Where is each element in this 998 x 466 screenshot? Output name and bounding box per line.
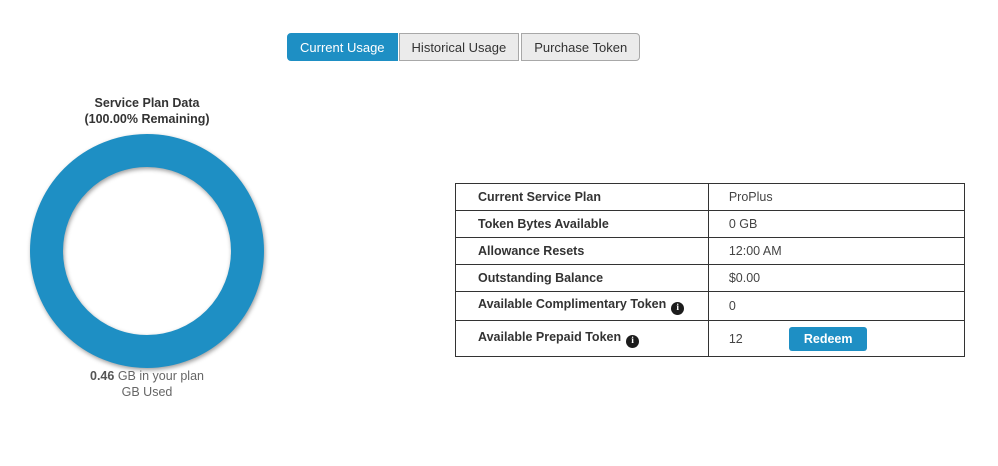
chart-footer-line1 bbox=[17, 368, 277, 384]
prepaid-token-count: 12 bbox=[728, 331, 743, 346]
row-label: Token Bytes Available bbox=[456, 211, 709, 238]
row-value: $0.00 bbox=[708, 265, 964, 292]
table-row bbox=[456, 265, 965, 292]
plan-total-label: GB in your plan bbox=[114, 369, 204, 383]
tab-current-usage[interactable]: Current Usage bbox=[287, 33, 398, 61]
chart-title-line1: Service Plan Data bbox=[94, 96, 200, 110]
row-label bbox=[456, 292, 709, 321]
service-plan-chart-block bbox=[17, 95, 277, 400]
service-plan-table bbox=[455, 183, 965, 357]
table-row bbox=[456, 211, 965, 238]
table-row bbox=[456, 292, 965, 321]
plan-total-value: 0.46 bbox=[90, 369, 115, 383]
row-value: ProPlus bbox=[708, 184, 964, 211]
row-value: 0 bbox=[708, 292, 964, 321]
row-label-text: Available Complimentary Token bbox=[478, 297, 667, 311]
info-icon[interactable] bbox=[671, 302, 684, 315]
usage-tab-group bbox=[287, 33, 640, 61]
row-value: 12:00 AM bbox=[708, 238, 964, 265]
tab-purchase-token[interactable]: Purchase Token bbox=[521, 33, 640, 61]
tab-historical-usage[interactable]: Historical Usage bbox=[399, 33, 520, 61]
donut-remaining-slice bbox=[47, 151, 248, 352]
chart-title-line2: (100.00% Remaining) bbox=[84, 112, 210, 126]
row-label: Allowance Resets bbox=[456, 238, 709, 265]
info-icon[interactable] bbox=[626, 335, 639, 348]
table-row bbox=[456, 321, 965, 357]
table-row bbox=[456, 238, 965, 265]
row-label bbox=[456, 321, 709, 357]
row-label-text: Available Prepaid Token bbox=[478, 329, 622, 344]
row-value: 0 GB bbox=[708, 211, 964, 238]
redeem-button[interactable]: Redeem bbox=[789, 327, 868, 351]
row-label: Outstanding Balance bbox=[456, 265, 709, 292]
row-label: Current Service Plan bbox=[456, 184, 709, 211]
row-value bbox=[708, 321, 964, 357]
table-row bbox=[456, 184, 965, 211]
donut-chart bbox=[17, 121, 277, 381]
chart-footer-line2: GB Used bbox=[121, 385, 173, 399]
chart-footer bbox=[17, 368, 277, 400]
